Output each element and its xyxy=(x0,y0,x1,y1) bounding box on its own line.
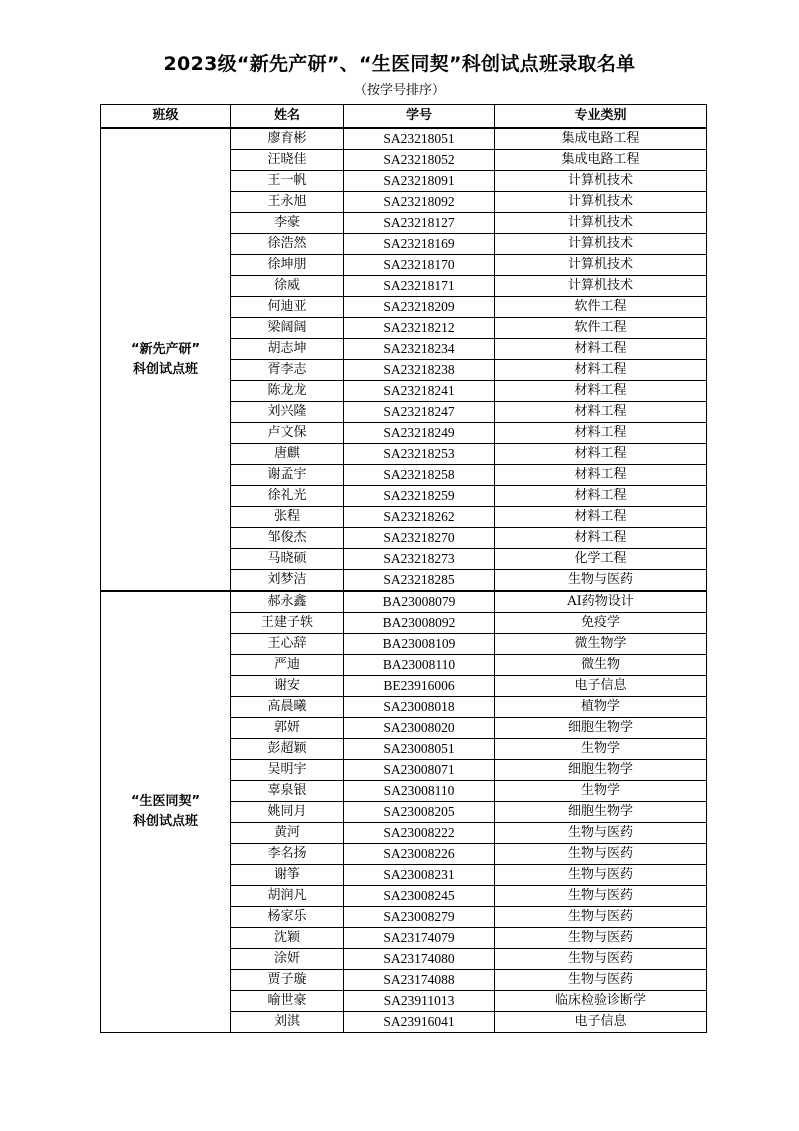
major-category-cell: 微生物学 xyxy=(495,634,707,655)
major-category-cell: 电子信息 xyxy=(495,1012,707,1033)
student-id-cell: BA23008092 xyxy=(344,613,495,634)
student-name-cell: 辜泉银 xyxy=(231,781,344,802)
student-name-cell: 贾子璇 xyxy=(231,970,344,991)
student-name-cell: 胥李志 xyxy=(231,360,344,381)
student-id-cell: SA23218249 xyxy=(344,423,495,444)
student-name-cell: 姚同月 xyxy=(231,802,344,823)
student-id-cell: SA23008051 xyxy=(344,739,495,760)
table-row xyxy=(101,591,707,613)
student-id-cell: SA23218092 xyxy=(344,192,495,213)
student-name-cell: 张程 xyxy=(231,507,344,528)
major-category-cell: 生物与医药 xyxy=(495,886,707,907)
student-id-cell: SA23218170 xyxy=(344,255,495,276)
student-id-cell: SA23218052 xyxy=(344,150,495,171)
student-id-cell: BE23916006 xyxy=(344,676,495,697)
student-id-cell: SA23008226 xyxy=(344,844,495,865)
student-name-cell: 卢文保 xyxy=(231,423,344,444)
student-id-cell: SA23218241 xyxy=(344,381,495,402)
student-name-cell: 严迪 xyxy=(231,655,344,676)
student-name-cell: 高晨曦 xyxy=(231,697,344,718)
student-id-cell: SA23218212 xyxy=(344,318,495,339)
major-category-cell: 材料工程 xyxy=(495,507,707,528)
student-id-cell: SA23008279 xyxy=(344,907,495,928)
student-name-cell: 喻世豪 xyxy=(231,991,344,1012)
student-name-cell: 马晓硕 xyxy=(231,549,344,570)
student-name-cell: 徐浩然 xyxy=(231,234,344,255)
major-category-cell: 生物学 xyxy=(495,781,707,802)
student-name-cell: 李名扬 xyxy=(231,844,344,865)
student-name-cell: 彭超颖 xyxy=(231,739,344,760)
student-name-cell: 何迪亚 xyxy=(231,297,344,318)
major-category-cell: 生物与医药 xyxy=(495,970,707,991)
student-id-cell: BA23008110 xyxy=(344,655,495,676)
student-id-cell: SA23174088 xyxy=(344,970,495,991)
student-id-cell: SA23008020 xyxy=(344,718,495,739)
major-category-cell: 材料工程 xyxy=(495,486,707,507)
student-name-cell: 徐坤朋 xyxy=(231,255,344,276)
student-id-cell: SA23218285 xyxy=(344,570,495,592)
column-header-name: 姓名 xyxy=(231,105,344,129)
student-name-cell: 邹俊杰 xyxy=(231,528,344,549)
major-category-cell: 生物与医药 xyxy=(495,570,707,592)
major-category-cell: 材料工程 xyxy=(495,339,707,360)
student-name-cell: 谢筝 xyxy=(231,865,344,886)
major-category-cell: 软件工程 xyxy=(495,297,707,318)
major-category-cell: 集成电路工程 xyxy=(495,128,707,150)
table-body xyxy=(101,128,707,1033)
student-id-cell: SA23218258 xyxy=(344,465,495,486)
student-id-cell: SA23218051 xyxy=(344,128,495,150)
major-category-cell: 生物与医药 xyxy=(495,928,707,949)
student-name-cell: 廖育彬 xyxy=(231,128,344,150)
student-id-cell: SA23218127 xyxy=(344,213,495,234)
major-category-cell: 计算机技术 xyxy=(495,276,707,297)
student-name-cell: 李豪 xyxy=(231,213,344,234)
student-id-cell: SA23218238 xyxy=(344,360,495,381)
student-name-cell: 唐麒 xyxy=(231,444,344,465)
major-category-cell: 临床检验诊断学 xyxy=(495,991,707,1012)
student-id-cell: SA23218209 xyxy=(344,297,495,318)
student-id-cell: SA23916041 xyxy=(344,1012,495,1033)
student-id-cell: SA23218091 xyxy=(344,171,495,192)
student-name-cell: 谢孟宇 xyxy=(231,465,344,486)
student-name-cell: 王心辞 xyxy=(231,634,344,655)
major-category-cell: 化学工程 xyxy=(495,549,707,570)
student-name-cell: 刘梦洁 xyxy=(231,570,344,592)
class-group-type: 科创试点班 xyxy=(132,361,198,377)
major-category-cell: 材料工程 xyxy=(495,444,707,465)
student-name-cell: 涂妍 xyxy=(231,949,344,970)
student-id-cell: SA23218247 xyxy=(344,402,495,423)
major-category-cell: 细胞生物学 xyxy=(495,718,707,739)
student-id-cell: BA23008109 xyxy=(344,634,495,655)
student-name-cell: 沈颖 xyxy=(231,928,344,949)
student-name-cell: 梁阔阔 xyxy=(231,318,344,339)
major-category-cell: 生物与医药 xyxy=(495,823,707,844)
major-category-cell: 集成电路工程 xyxy=(495,150,707,171)
student-name-cell: 郭妍 xyxy=(231,718,344,739)
student-id-cell: SA23218169 xyxy=(344,234,495,255)
student-name-cell: 谢安 xyxy=(231,676,344,697)
student-id-cell: SA23008222 xyxy=(344,823,495,844)
student-name-cell: 刘兴隆 xyxy=(231,402,344,423)
student-id-cell: SA23008071 xyxy=(344,760,495,781)
student-id-cell: SA23008231 xyxy=(344,865,495,886)
column-header-major: 专业类别 xyxy=(495,105,707,129)
column-header-class: 班级 xyxy=(101,105,231,129)
major-category-cell: 材料工程 xyxy=(495,423,707,444)
student-name-cell: 杨家乐 xyxy=(231,907,344,928)
major-category-cell: 生物与医药 xyxy=(495,844,707,865)
class-group-name: “生医同契” xyxy=(130,794,201,809)
student-name-cell: 胡志坤 xyxy=(231,339,344,360)
table-header-row xyxy=(101,105,707,129)
student-name-cell: 郝永鑫 xyxy=(231,591,344,613)
major-category-cell: 材料工程 xyxy=(495,528,707,549)
student-name-cell: 刘淇 xyxy=(231,1012,344,1033)
student-name-cell: 黄河 xyxy=(231,823,344,844)
student-id-cell: SA23218234 xyxy=(344,339,495,360)
student-name-cell: 陈龙龙 xyxy=(231,381,344,402)
student-id-cell: BA23008079 xyxy=(344,591,495,613)
student-name-cell: 吴明宇 xyxy=(231,760,344,781)
major-category-cell: 植物学 xyxy=(495,697,707,718)
major-category-cell: 材料工程 xyxy=(495,402,707,423)
class-group-cell xyxy=(101,128,231,591)
major-category-cell: 微生物 xyxy=(495,655,707,676)
major-category-cell: 细胞生物学 xyxy=(495,760,707,781)
major-category-cell: 计算机技术 xyxy=(495,234,707,255)
table-row xyxy=(101,128,707,150)
student-id-cell: SA23008018 xyxy=(344,697,495,718)
major-category-cell: 生物与医药 xyxy=(495,949,707,970)
student-id-cell: SA23008205 xyxy=(344,802,495,823)
major-category-cell: 免疫学 xyxy=(495,613,707,634)
major-category-cell: 计算机技术 xyxy=(495,192,707,213)
major-category-cell: 生物与医药 xyxy=(495,865,707,886)
student-name-cell: 胡润凡 xyxy=(231,886,344,907)
student-id-cell: SA23218262 xyxy=(344,507,495,528)
major-category-cell: 细胞生物学 xyxy=(495,802,707,823)
major-category-cell: 软件工程 xyxy=(495,318,707,339)
column-header-student-id: 学号 xyxy=(344,105,495,129)
document-subtitle: （按学号排序） xyxy=(353,83,445,98)
student-name-cell: 王建子轶 xyxy=(231,613,344,634)
student-id-cell: SA23218253 xyxy=(344,444,495,465)
major-category-cell: 材料工程 xyxy=(495,360,707,381)
major-category-cell: 生物与医药 xyxy=(495,907,707,928)
major-category-cell: 材料工程 xyxy=(495,381,707,402)
student-name-cell: 汪晓佳 xyxy=(231,150,344,171)
student-id-cell: SA23174079 xyxy=(344,928,495,949)
student-name-cell: 徐威 xyxy=(231,276,344,297)
class-group-name: “新先产研” xyxy=(130,341,201,357)
class-group-cell xyxy=(101,591,231,1033)
admission-roster-table xyxy=(100,104,707,1033)
student-id-cell: SA23911013 xyxy=(344,991,495,1012)
student-id-cell: SA23174080 xyxy=(344,949,495,970)
student-id-cell: SA23218259 xyxy=(344,486,495,507)
major-category-cell: 计算机技术 xyxy=(495,213,707,234)
major-category-cell: 电子信息 xyxy=(495,676,707,697)
student-name-cell: 王一帆 xyxy=(231,171,344,192)
major-category-cell: 材料工程 xyxy=(495,465,707,486)
student-name-cell: 王永旭 xyxy=(231,192,344,213)
major-category-cell: 生物学 xyxy=(495,739,707,760)
student-id-cell: SA23008110 xyxy=(344,781,495,802)
student-id-cell: SA23218270 xyxy=(344,528,495,549)
major-category-cell: 计算机技术 xyxy=(495,255,707,276)
student-name-cell: 徐礼光 xyxy=(231,486,344,507)
student-id-cell: SA23218171 xyxy=(344,276,495,297)
student-id-cell: SA23218273 xyxy=(344,549,495,570)
major-category-cell: AI药物设计 xyxy=(495,591,707,613)
student-id-cell: SA23008245 xyxy=(344,886,495,907)
major-category-cell: 计算机技术 xyxy=(495,171,707,192)
class-group-type: 科创试点班 xyxy=(132,814,198,829)
document-title: 2023级“新先产研”、“生医同契”科创试点班录取名单 xyxy=(163,53,636,75)
